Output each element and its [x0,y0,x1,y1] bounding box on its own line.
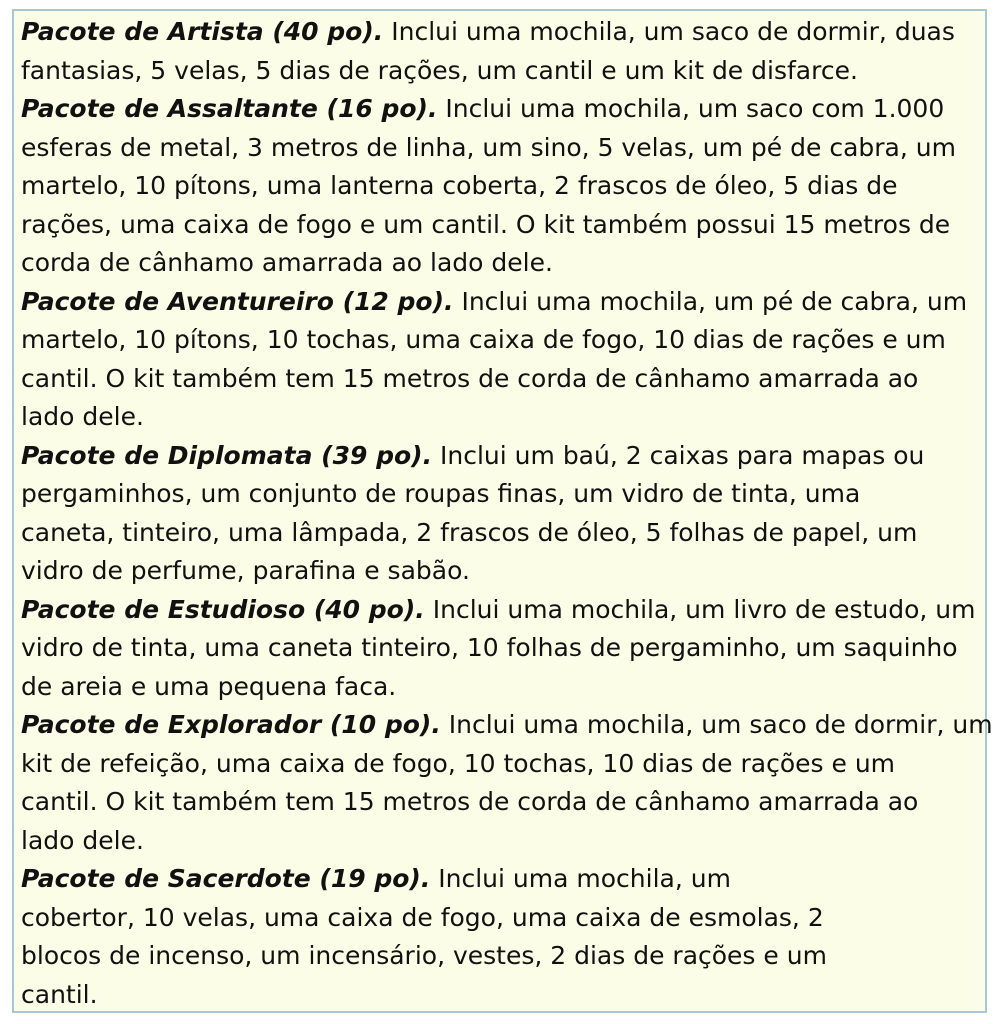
entry-line [21,90,977,129]
pack-entry-aventureiro [21,283,977,437]
pack-description-text: cobertor, 10 velas, uma caixa de fogo, uma caixa de esmolas, 2 [21,902,824,932]
pack-entry-explorador [21,706,993,860]
entry-line [21,706,993,745]
pack-entry-artista [21,13,977,90]
pack-name: Pacote de Artista (40 po). [21,17,384,46]
pack-name: Pacote de Explorador (10 po). [21,710,441,739]
pack-description-text: esferas de metal, 3 metros de linha, um sino, 5 velas, um pé de cabra, um [21,132,956,162]
pack-name: Pacote de Aventureiro (12 po). [21,286,454,316]
pack-description-text: rações, uma caixa de fogo e um cantil. O kit também possui 15 metros de [21,209,951,239]
pack-description-text: blocos de incenso, um incensário, vestes, 2 dias de rações e um [21,941,827,970]
entry-line [21,591,977,630]
pack-description-text: Inclui uma mochila, um saco com 1.000 [437,94,945,123]
entry-line [21,13,977,52]
pack-description-text: pergaminhos, um conjunto de roupas finas, um vidro de tinta, uma [21,479,861,508]
pack-description-text: kit de refeição, uma caixa de fogo, 10 tochas, 10 dias de rações e um [21,748,896,778]
pack-description-text: lado dele. [21,825,144,855]
pack-description-text: vidro de perfume, parafina e sabão. [21,556,470,585]
pack-entry-sacerdote [21,860,977,1014]
pack-name: Pacote de Assaltante (16 po). [21,94,438,123]
pack-description-text: fantasias, 5 velas, 5 dias de rações, um cantil e um kit de disfarce. [21,55,858,85]
pack-entry-estudioso [21,591,977,707]
pack-description-text: corda de cânhamo amarrada ao lado dele. [21,248,553,277]
pack-description-text: lado dele. [21,402,144,431]
pack-description-text: cantil. O kit também tem 15 metros de corda de cânhamo amarrada ao [21,363,919,393]
pack-description-text: Inclui uma mochila, um saco de dormir, um [440,710,993,739]
pack-description-text: martelo, 10 pítons, uma lanterna coberta, 2 frascos de óleo, 5 dias de [21,171,898,200]
pack-name: Pacote de Diplomata (39 po). [21,440,433,470]
pack-description-text: martelo, 10 pítons, 10 tochas, uma caixa de fogo, 10 dias de rações e um [21,325,946,354]
entry-line [21,437,977,476]
pack-description-text: Inclui uma mochila, um saco de dormir, duas [383,17,955,46]
pack-entry-diplomata [21,437,977,591]
pack-description-text: Inclui um baú, 2 caixas para mapas ou [432,440,925,470]
pack-description-text: Inclui uma mochila, um [430,864,731,893]
entry-line [21,860,977,899]
pack-description-text: caneta, tinteiro, uma lâmpada, 2 frascos de óleo, 5 folhas de papel, um [21,517,918,547]
pack-description-text: Inclui uma mochila, um livro de estudo, um [424,594,976,624]
pack-description-text: de areia e uma pequena faca. [21,671,397,701]
pack-description-text: Inclui uma mochila, um pé de cabra, um [453,286,968,316]
equipment-packs-panel [12,9,993,1013]
pack-name: Pacote de Estudioso (40 po). [21,594,425,624]
pack-description-text: cantil. O kit também tem 15 metros de corda de cânhamo amarrada ao [21,787,919,816]
pack-description-text: vidro de tinta, uma caneta tinteiro, 10 folhas de pergaminho, um saquinho [21,633,958,662]
pack-description-text: cantil. [21,979,98,1009]
entry-line [21,283,977,322]
pack-entry-assaltante [21,90,977,283]
pack-name: Pacote de Sacerdote (19 po). [21,864,431,893]
